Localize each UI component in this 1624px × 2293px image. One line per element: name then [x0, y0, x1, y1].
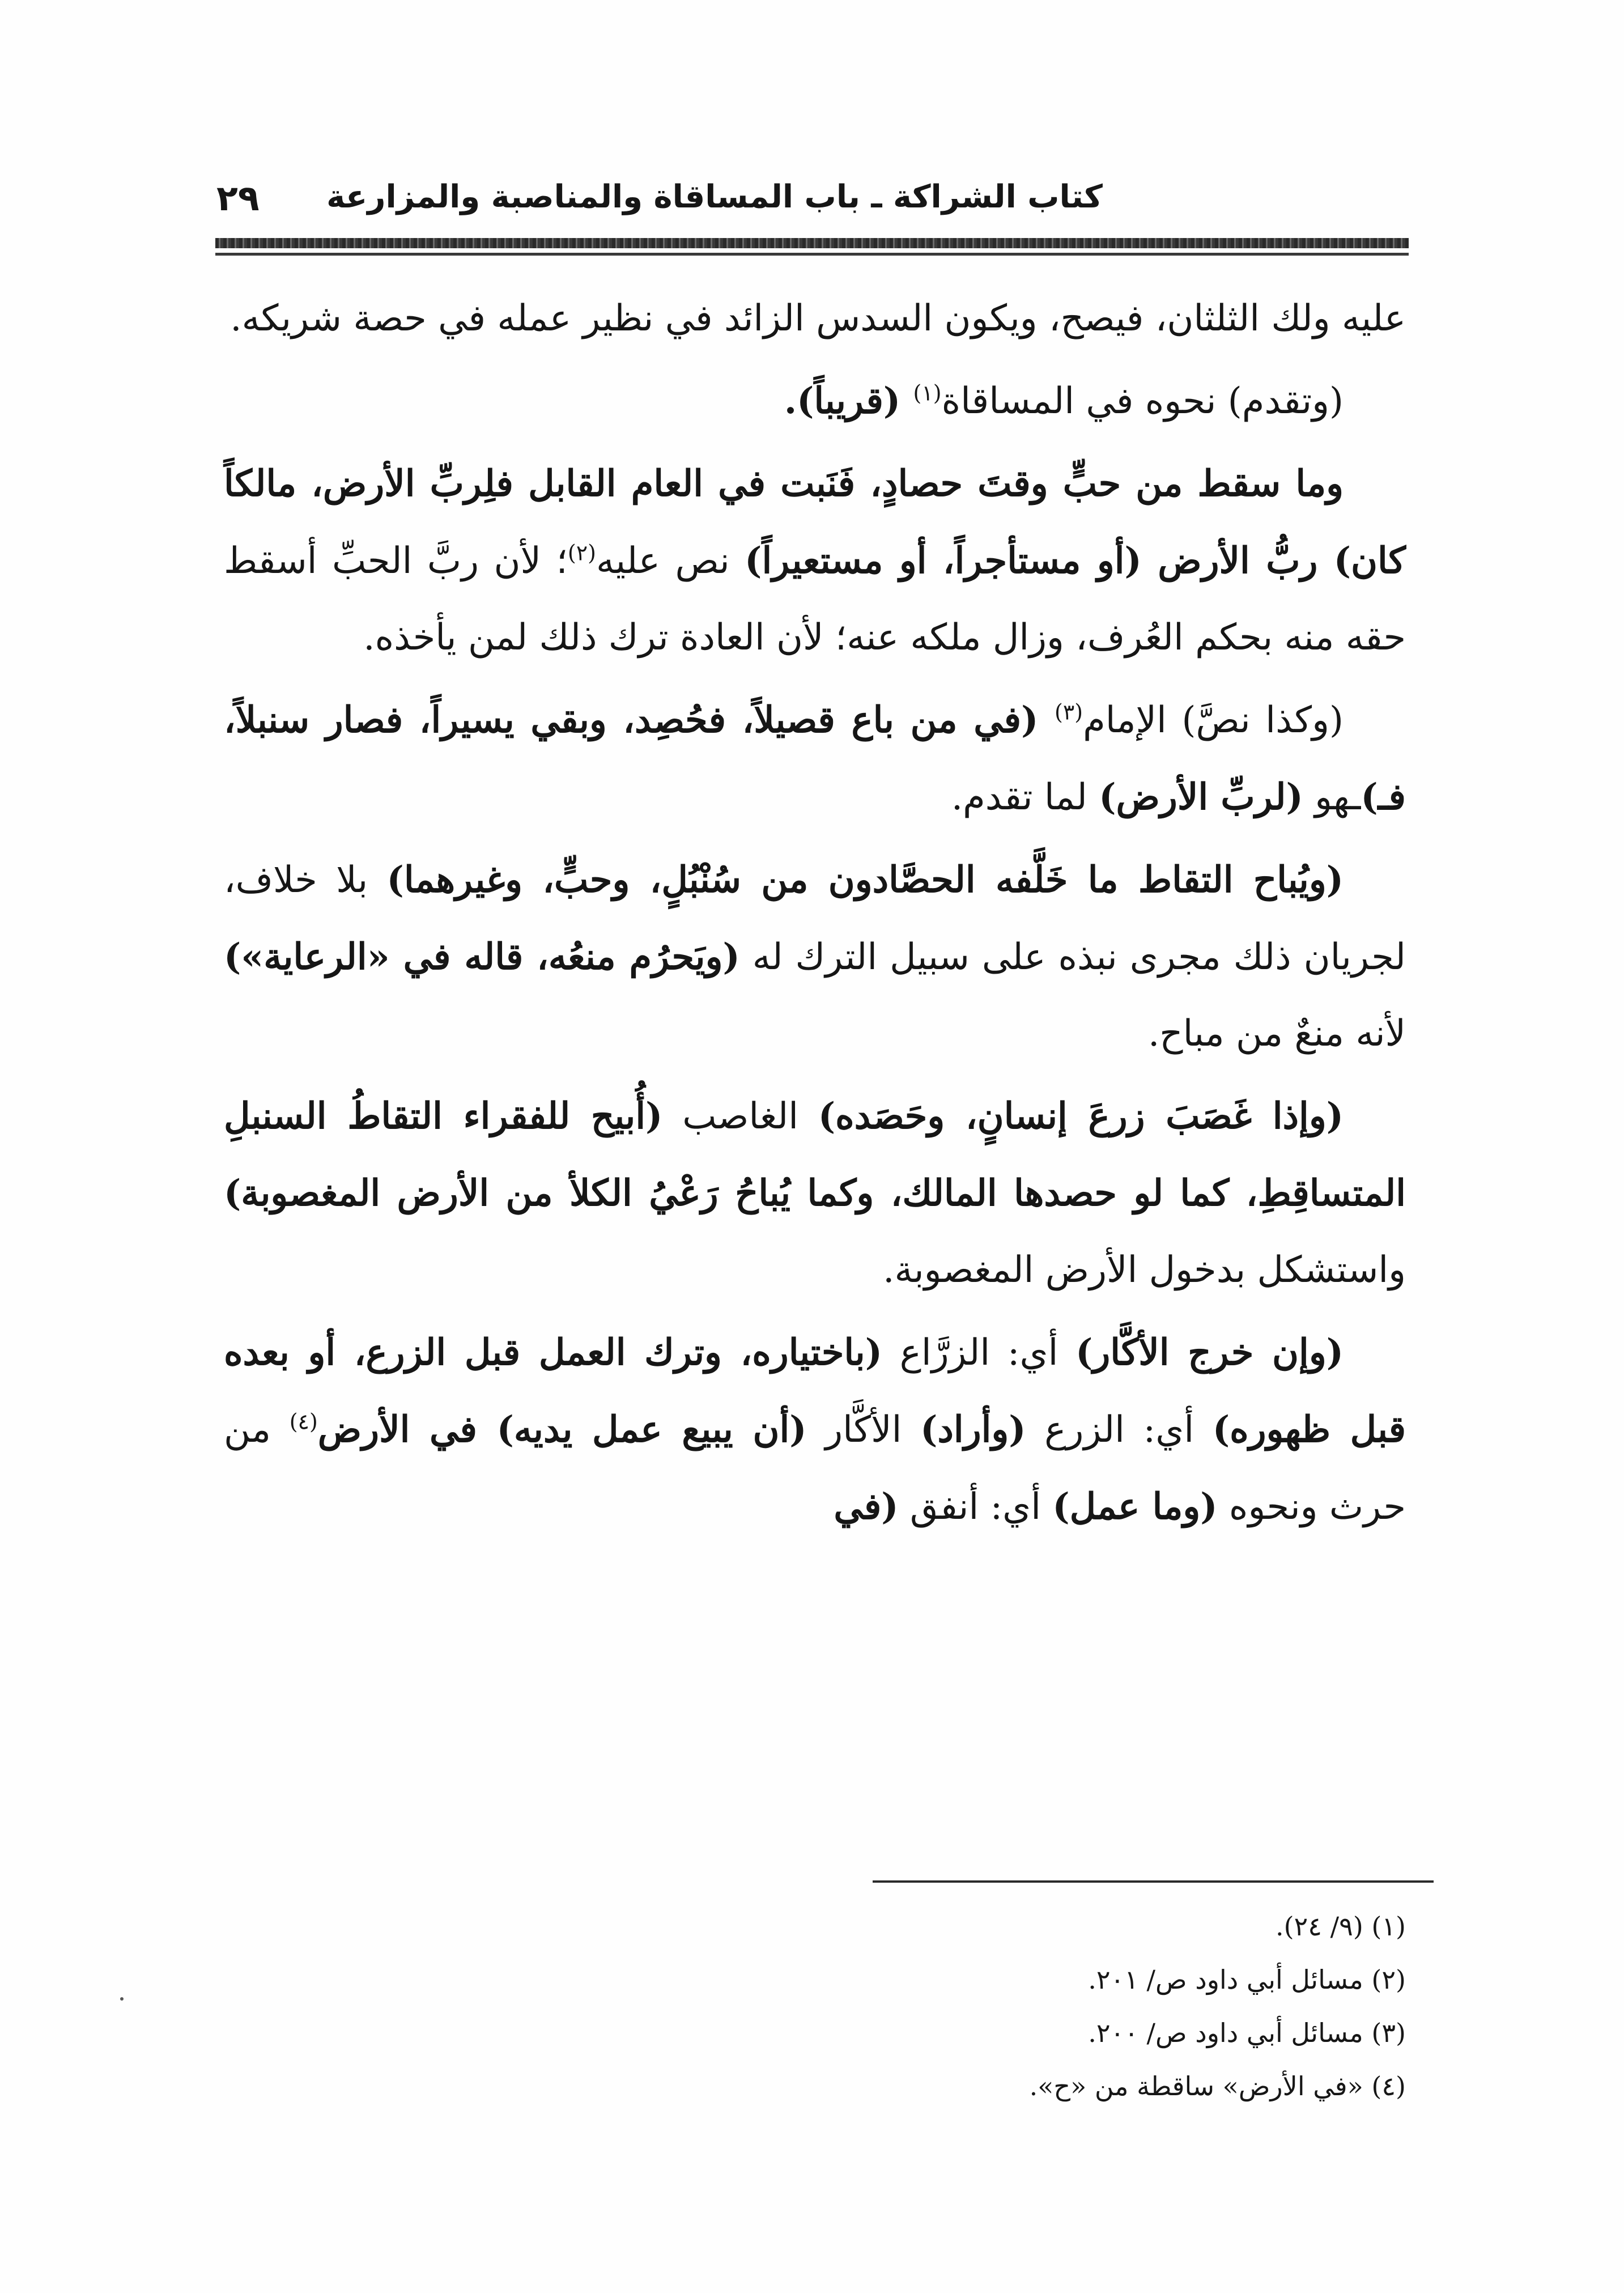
footnote-separator — [873, 1880, 1434, 1883]
sharh-text: أي: الزرَّاع — [882, 1332, 1076, 1374]
matn-text: (لربِّ الأرض) — [1099, 776, 1303, 818]
matn-text: (وإن خرج الأكَّار) — [1075, 1331, 1344, 1374]
header-divider — [215, 238, 1409, 261]
matn-text: (وما عمل) — [1052, 1485, 1218, 1528]
matn-text: (ويَحرُم منعُه، قاله في «الرعاية») — [224, 936, 740, 978]
header-divider-thick — [215, 238, 1409, 248]
running-header-title: كتاب الشراكة ـ باب المساقاة والمناصبة والمزارعة — [326, 179, 1103, 215]
matn-text: (أن يبيع عمل يديه) في الأرض — [317, 1408, 807, 1451]
matn-text: (وأراد) — [920, 1408, 1026, 1451]
footnote-marker: (١) — [913, 380, 942, 406]
sharh-text: (وتقدم) نحوه في المساقاة — [941, 380, 1344, 422]
footnotes — [499, 1900, 1406, 2113]
footnote-marker: (٣) — [1055, 699, 1083, 725]
matn-text: (أُبيح للفقراء التقاطُ السنبلِ المتساقِطِ، كما لو حصدها المالك، وكما يُباحُ رَعْيُ الكلأ من الأرض المغصوبة) — [224, 1095, 1406, 1215]
sharh-text: أي: أنفق — [898, 1486, 1053, 1528]
footnote-marker: (٢) — [567, 540, 596, 566]
paragraph — [224, 1314, 1406, 1545]
footnote: (٢) مسائل أبي داود ص/ ٢٠١. — [1088, 1964, 1406, 1995]
matn-text: (باختياره، وترك العمل قبل الزرع، أو بعده قبل ظهوره) — [224, 1331, 1406, 1451]
sharh-text: أي: الزرع — [1026, 1409, 1213, 1451]
footnote-marker: (٤) — [289, 1409, 318, 1434]
sharh-text: عليه ولك الثلثان، فيصح، ويكون السدس الزائد في نظير عمله في حصة شريكه. — [230, 298, 1406, 339]
paragraph — [224, 445, 1406, 676]
matn-text: وما سقط من حبٍّ وقتَ حصادٍ، فَنَبت في العام القابل فلِربِّ الأرض، مالكاً كان) ربُّ الأرض (أو مستأجراً، أو مستعيراً) — [224, 462, 1406, 582]
paragraph — [224, 363, 1406, 440]
footnote: (٣) مسائل أبي داود ص/ ٢٠٠. — [1088, 2018, 1406, 2048]
sharh-text: بلا خلاف، لجريان ذلك مجرى نبذه على سبيل الترك له — [224, 859, 1406, 978]
sharh-text: واستشكل بدخول الأرض المغصوبة. — [883, 1249, 1406, 1291]
sharh-text: ـهو — [1303, 776, 1361, 818]
matn-text: (ويُباح التقاط ما خَلَّفه الحصَّادون من سُنْبُلٍ، وحبٍّ، وغيرهما) — [386, 859, 1344, 901]
scan-speck — [120, 1997, 124, 2001]
matn-text: (في — [834, 1485, 899, 1528]
footnote: (٤) «في الأرض» ساقطة من «ح». — [1029, 2071, 1406, 2101]
sharh-text: لما تقدم. — [951, 776, 1099, 818]
sharh-text: ؛ لأن ربَّ الحبِّ أسقط حقه منه بحكم العُرف، وزال ملكه عنه؛ لأن العادة ترك ذلك لمن يأخذه. — [224, 540, 1406, 659]
paragraph — [224, 682, 1406, 836]
paragraph — [224, 1078, 1406, 1309]
sharh-text: (وكذا نصَّ) الإمام — [1083, 699, 1344, 741]
page-number: ٢٩ — [216, 177, 260, 219]
footnote: (١) (٩/ ٢٤). — [1275, 1911, 1406, 1942]
matn-text: (وإذا غَصَبَ زرعَ إنسانٍ، وحَصَده) — [818, 1095, 1344, 1137]
paragraph — [224, 842, 1406, 1072]
running-header — [215, 170, 1409, 232]
header-divider-thin — [215, 253, 1409, 256]
body-text — [224, 281, 1406, 1551]
sharh-text: من حرث ونحوه — [224, 1409, 1406, 1528]
sharh-text: الأكَّار — [806, 1409, 921, 1451]
sharh-text: لأنه منعٌ من مباح. — [1147, 1013, 1406, 1055]
paragraph — [224, 281, 1406, 357]
matn-text: (قريباً). — [784, 380, 913, 422]
sharh-text: نص عليه — [596, 540, 745, 582]
matn-text: (في من باع قصيلاً، فحُصِد، وبقي يسيراً، فصار سنبلاً، فـ) — [224, 699, 1406, 818]
sharh-text: الغاصب — [662, 1095, 818, 1137]
